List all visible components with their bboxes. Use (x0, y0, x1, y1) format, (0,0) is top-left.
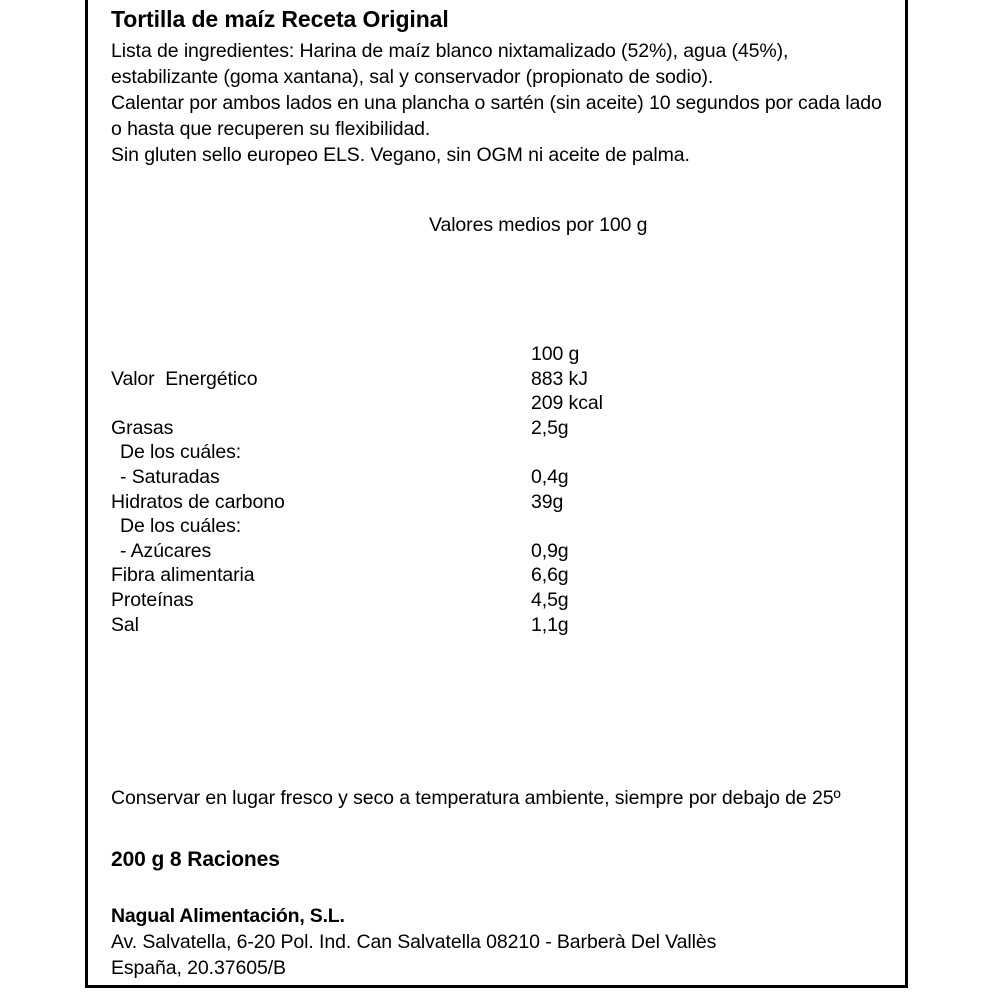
product-title: Tortilla de maíz Receta Original (111, 6, 449, 32)
nutrient-name: Sal (111, 613, 139, 636)
table-row (111, 391, 888, 416)
nutrient-value: 883 kJ (531, 367, 588, 390)
spacer-before-storage (111, 637, 888, 785)
storage-instructions: Conservar en lugar fresco y seco a temperatura ambiente, siempre por debajo de 25º (111, 787, 841, 810)
nutrient-name: - Saturadas (120, 465, 220, 488)
nutrient-value: 39g (531, 490, 564, 513)
label-content (111, 6, 888, 981)
nutrient-value: 4,5g (531, 588, 569, 611)
table-row (111, 539, 888, 564)
table-row (111, 613, 888, 638)
manufacturer-name: Nagual Alimentación, S.L. (111, 905, 345, 928)
nutrient-name (111, 342, 531, 367)
nutrient-value: 100 g (531, 343, 580, 365)
table-row (111, 465, 888, 490)
table-row (111, 563, 888, 588)
preparation-paragraph: Calentar por ambos lados en una plancha o sartén (sin aceite) 10 segundos por cada lado o hasta que recuperen su flexibilidad. (111, 92, 882, 140)
nutrient-value: 2,5g (531, 416, 569, 439)
nutrient-value: 0,9g (531, 539, 569, 562)
nutrient-name: - Azúcares (120, 539, 212, 562)
manufacturer-address-line-2: España, 20.37605/B (111, 957, 286, 980)
nutrient-name: Grasas (111, 416, 174, 439)
nutrient-value: 0,4g (531, 465, 569, 488)
nutrient-name: Hidratos de carbono (111, 490, 285, 513)
nutrition-table-body (111, 342, 888, 637)
nutrient-value (531, 440, 888, 465)
product-label-frame (85, 0, 908, 988)
table-row (111, 416, 888, 441)
nutrient-name: De los cuáles: (120, 441, 242, 464)
table-row (111, 588, 888, 613)
spacer-before-manufacturer (111, 873, 888, 903)
spacer-before-quantity (111, 811, 888, 847)
spacer-before-table (111, 238, 888, 342)
nutrient-name: Proteínas (111, 588, 194, 611)
nutrient-value: 6,6g (531, 564, 569, 587)
table-row (111, 514, 888, 539)
nutrition-heading: Valores medios por 100 g (429, 214, 648, 236)
table-row (111, 367, 888, 392)
table-row (111, 490, 888, 515)
table-row (111, 342, 888, 367)
nutrient-value: 209 kcal (531, 392, 603, 415)
nutrient-name: Fibra alimentaria (111, 564, 255, 587)
claims-paragraph: Sin gluten sello europeo ELS. Vegano, sin OGM ni aceite de palma. (111, 144, 690, 166)
nutrient-value: 1,1g (531, 613, 569, 636)
nutrient-name: Valor Energético (111, 367, 258, 390)
manufacturer-address-line-1: Av. Salvatella, 6-20 Pol. Ind. Can Salvatella 08210 - Barberà Del Vallès (111, 931, 717, 954)
ingredients-paragraph: Lista de ingredientes: Harina de maíz blanco nixtamalizado (52%), agua (45%), estabilizante (goma xantana), sal y conservador (propionato de sodio). (111, 40, 789, 88)
table-row (111, 440, 888, 465)
nutrient-name (111, 391, 531, 416)
nutrient-name: De los cuáles: (120, 515, 242, 538)
spacer-before-nutrition (111, 168, 888, 212)
net-quantity: 200 g 8 Raciones (111, 848, 280, 872)
nutrient-value (531, 514, 888, 539)
nutrition-table (111, 342, 888, 637)
